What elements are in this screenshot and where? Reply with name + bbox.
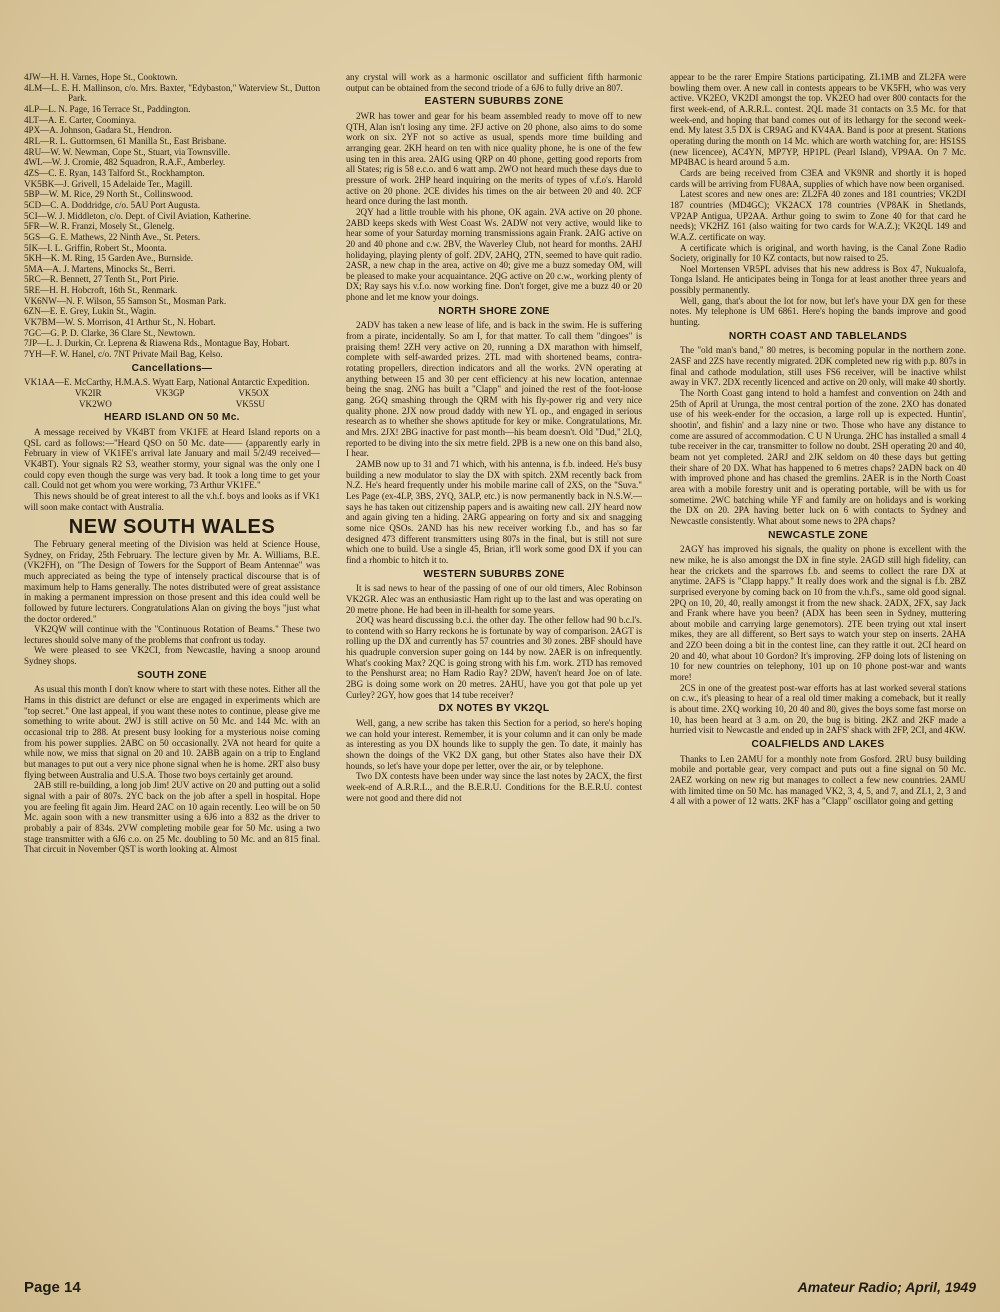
article-paragraph: Thanks to Len 2AMU for a monthly note from Gosford. 2RU busy building mobile and portable gear, very compact and puts out a fine signal on 50 Mc. 2AEZ working on new rig but manages to collect a few new countries. 2AMU with limited time on 50 Mc. has managed VK2, 3, 4, 5, and 7, and ZL1, 2, 3 and 4 all with a power of 12 watts. 2KF has a "Clapp" oscillator going and getting — [670, 753, 966, 807]
article-paragraph: Well, gang, that's about the lot for now, but let's have your DX gen for these notes. My telephone is UM 6861. Here's hoping the bands improve and good hunting. — [670, 295, 966, 328]
callsign-entry: 4RL—R. L. Guttormsen, 61 Manilla St., East Brisbane. — [24, 135, 227, 146]
callsign-entry: 5RC—R. Bennett, 27 Tenth St., Port Pirie. — [24, 274, 179, 285]
callsign-entry: 5IK—I. L. Griffin, Robert St., Moonta. — [24, 242, 167, 253]
callsign-entry: 4PX—A. Johnson, Gadara St., Hendron. — [24, 125, 172, 136]
callsign-entry: 5BP—W. M. Rice, 29 North St., Collinswood. — [24, 189, 193, 200]
article-paragraph: 2ADV has taken a new lease of life, and is back in the swim. He is suffering from a pirate, incidentally. So am I, for that matter. To call them "dingoes" is praising them! 2ZH very active on 20, running a DX marathon with himself, complete with self-awarded prizes. 2TL mad with shortened beams, contra-rotating propellers, direction indicators and all the works. 2VN operating at anything between 15 and 30 per cent efficiency at his new location, antennae being the snag. 2NG has built a "Clapp" and joined the rest of the foot-loose gang. 2GQ smashing through the QRM with his fly-power rig and very nice quality phone. 2JX now proud daddy with new YL op., and engaged in serious research as to whether she shows aptitude for key or mike. Congratulations, Mr. and Mrs. 2JX! 2BG inactive for past month—his beam doesn't. Old "Dud," 2LQ, reported to be diving into the six metre field. 2PB is a new one on this band also, I hear. — [346, 320, 642, 459]
callsign-entry: 4WL—W. J. Cromie, 482 Squadron, R.A.F., Amberley. — [24, 157, 226, 168]
callsign-entry: 7YH—F. W. Hanel, c/o. 7NT Private Mail Bag, Kelso. — [24, 349, 223, 360]
callsign-entry: 4ZS—C. E. Ryan, 143 Talford St., Rockhampton. — [24, 167, 205, 178]
nsw-section-heading: NEW SOUTH WALES — [68, 516, 276, 539]
article-paragraph: The February general meeting of the Division was held at Science House, Sydney, on Friday, 25th February. The lecture given by Mr. A. Williams, B.E. (VK2FH), on "The Design of Towers for the Support of Beam Antennae" was much appreciated as being the type of intensely practical discourse that is of maximum help to Hams generally. The notes distributed were of great assistance in making a permanent impression on those present and this idea could well be followed by future lecturers. Congratulations Alan on giving the boys "just what the doctor ordered." — [24, 538, 320, 624]
newcastle-zone-heading: NEWCASTLE ZONE — [768, 529, 868, 541]
callsign-entry: 4LP—L. N. Page, 16 Terrace St., Paddington. — [24, 103, 191, 114]
cancelled-callsign: VK5OX — [238, 388, 270, 399]
callsign-entry: VK7BM—W. S. Morrison, 41 Arthur St., N. Hobart. — [24, 317, 216, 328]
cancelled-callsign: VK2WO — [78, 398, 112, 409]
page-footer — [24, 1276, 976, 1298]
callsign-entry: 5MA—A. J. Martens, Minocks St., Berri. — [24, 263, 176, 274]
callsign-entry: 6ZN—E. E. Grey, Lukin St., Wagin. — [24, 306, 157, 317]
article-paragraph: This news should be of great interest to all the v.h.f. boys and looks as if VK1 will soon make contact with Australia. — [24, 490, 320, 512]
article-paragraph: As usual this month I don't know where to start with these notes. Either all the Hams in this district are defunct or else are engaged in experiments which are "top secret." One last appeal, if you want these notes to continue, please give me something to write about. 2WJ is still active on 50 Mc. and 144 Mc. with an occasional trip to 288. At present busy looking for a mysterious noise coming from his power supplies. 2ABC on 50 occasionally. 2VA not heard for quite a while now, we miss that signal on 20 and 10. 2ABB again on a trip to England but manages to put out a very nice phone signal when he is home. 2RT also busy flying between Australia and U.S.A. Those two boys certainly get around. — [24, 684, 320, 780]
callsign-entry: 5GS—G. E. Mathews, 22 Ninth Ave., St. Peters. — [24, 231, 201, 242]
north-coast-heading: NORTH COAST AND TABLELANDS — [728, 330, 908, 342]
cancellations-heading: Cancellations— — [131, 362, 213, 374]
article-paragraph: The "old man's band," 80 metres, is becoming popular in the northern zone. 2ASF and 2ZS have recently migrated. 2DK completed new rig with p.p. 807s in final and cathode modulation, still uses FS6 receiver, will be inactive whilst away in VK7. 2DX recently licenced and active on 20 only, will make 40 shortly. — [670, 345, 966, 388]
eastern-suburbs-heading: EASTERN SUBURBS ZONE — [424, 96, 564, 108]
article-paragraph: 2OQ was heard discussing b.c.i. the other day. The other fellow had 90 b.c.l's. to contend with so Harry reckons he is fortunate by way of comparison. 2AGT is rolling up the DX and currently has 57 countries and 30 zones. 2BF should have his quadruple conversion super going on 144 by now. 2AER is on infrequently. What's cooking Max? 2QC is going strong with his f.m. work. 2TD has removed to the Penshurst area; no Ham Radio Ray? 2DW, haven't heard Joe on of late. 2BG is doing some work on 20 metres. 2AHU, have you got that pole up yet Curley? 2GY, how goes that 14 tube receiver? — [346, 615, 642, 700]
callsign-entry: 5RE—H. H. Hobcroft, 16th St., Renmark. — [24, 285, 178, 296]
article-paragraph: It is sad news to hear of the passing of one of our old timers, Alec Robinson VK2GR. Alec was an enthusiastic Ham right up to the last and was operating on 20 metre phone. He had been in ill-health for some years. — [346, 583, 642, 615]
article-paragraph: 2WR has tower and gear for his beam assembled ready to move off to new QTH, Alan isn't losing any time. 2FJ active on 20 phone, also aims to do some work on six. 2YF not so active as usual, spends more time building and arranging gear. 2KH heard on ten with nice quality phone, he is one of the few using ten in this area. 2AIG using QRP on 40 phone, getting good reports from all States; rig is 58 e.c.o. and 6 watt amp. 2WO not heard much these days due to pressure of work. 2HP heard inquiring on the merits of types of v.f.o's. Harold active on 20 phone. 2CE divides his times on the air between 20 and 40. 2CF heard once during the last month. — [346, 110, 642, 207]
cancelled-callsign: VK5SU — [235, 398, 265, 409]
callsign-list — [24, 72, 320, 360]
article-paragraph: Latest scores and new ones are: ZL2FA 40 zones and 181 countries; VK2DI 187 countries (MD4GC); VK2ACX 178 countries (VP8AK in Shetlands, VP2AP Antigua, UP2AA. Arthur going to swim to Zone 40 for that card he needs); VK2HZ 161 (also waiting for two cards for W.A.Z.); VK2QL 149 and W.A.Z. certificate on way. — [670, 189, 966, 242]
article-paragraph: 2AGY has improved his signals, the quality on phone is excellent with the new mike, he is also amongst the DX in fine style. 2AGD still high fidelity, can hear the crickets and the sparrows f.b. and seems to collect the rare DX at anytime. 2AFS is "Clapp happy." It really does work and the signal is f.b. 2BZ surprised everyone by coming back on 10 from the v.h.f's., same old good signal. 2PQ on 10, 20, 40, really amongst it from the new shack. 2ADX, 2FX, say Jack and Frank where have you been? (ADX has been seen in Sydney, muttering about mobile and carrying large genemotors). 2TE been trying out xtal insert mikes, they are all different, so Bert says to watch your step on inserts. 2AHA and 2ZO been doing a bit in the contest line, can they rattle it out. 2CI heard on 20 and 40, what about 10 Gordon? It's improving. 2FP doing lots of listening on 10 for new countries on telephony, 101 up on 10 phone post-war and wants more! — [670, 544, 966, 683]
article-paragraph: A certificate which is original, and worth having, is the Canal Zone Radio Society, originally for 10 KZ contacts, but now raised to 25. — [670, 242, 966, 264]
callsign-entry: VK6NW—N. F. Wilson, 55 Samson St., Mosman Park. — [24, 295, 227, 306]
page-number: Page 14 — [24, 1278, 81, 1296]
callsign-entry: 4LM—L. E. H. Mallinson, c/o. Mrs. Baxter, "Edybaston," Waterview St., Dutton Park. — [24, 82, 320, 104]
callsign-entry: 4LT—A. E. Carter, Coominya. — [24, 114, 137, 125]
cancellations-row — [24, 399, 320, 410]
cancellations-row — [24, 388, 320, 399]
callsign-entry: 5CD—C. A. Doddridge, c/o. 5AU Port Augusta. — [24, 199, 201, 210]
article-paragraph: 2AMB now up to 31 and 71 which, with his antenna, is f.b. indeed. He's busy building a new modulator to slay the DX with spitch. 2XM recently back from N.Z. He's heard frequently under his mobile marine call of 2XS, on the "Suva." Les Page (ex-4LP, 3BS, 2YQ, 3ALP, etc.) is now permanently back in N.S.W.—says he has taken out citizenship papers and is awaiting new call. 2JY heard now and again giving ten a hiding. 2ARG appearing on forty and six and snagging some nice QSOs. 2AND has his new receiver working f.b., and has so far designed 473 different transmitters using 807s in the final, but is still not sure which one to build. Use a single 45, Brian, it'll work some good DX if you can find a rhombic to hitch it to. — [346, 458, 642, 565]
dx-notes-heading: DX NOTES BY VK2QL — [438, 703, 550, 715]
column-middle — [346, 72, 642, 1272]
callsign-entry: 4RU—W. W. Newman, Cope St., Stuart, via Townsville. — [24, 146, 230, 157]
callsign-entry: 5FR—W. R. Franzi, Mosely St., Glenelg. — [24, 221, 175, 232]
publication-info: Amateur Radio; April, 1949 — [797, 1279, 976, 1295]
article-paragraph: Well, gang, a new scribe has taken this Section for a period, so here's hoping we can hold your interest. Remember, it is your column and it can only be made as interesting as you DX hounds like to supply the gen. To date, it mainly has shown the doings of the VK2 DX gang, but other States also have their DX hounds, so let's have your dope per letter, over the air, or by telephone. — [346, 718, 642, 771]
article-paragraph: appear to be the rarer Empire Stations participating. ZL1MB and ZL2FA were bowling them over. A new call in contests appears to be VK5FH, who was very active. VK2EO, VK2DI amongst the top. VK2EO had over 800 contacts for the first week-end, of A.R.R.L. contest. 2QL made 31 contacts on 3.5 Mc. for that week-end, and hoping that band comes out of its lethargy for the second week-end. My latest 3.5 DX is CR9AG and KV4AA. Band is poor at present. Stations operating during the month on 14 Mc. which are worth watching for, are: HS1SS (new licencee), AC4YN, MP7YP, HP1PL (Pearl Island), VP9AA. On 7 Mc. MP4BAC is heard around 5 a.m. — [670, 72, 966, 168]
article-paragraph: 2QY had a little trouble with his phone, OK again. 2VA active on 20 phone. 2ABD keeps skeds with West Coast Ws. 2ADW not very active, would like to hear some of your Saturday morning transmissions again Frank. 2AIG active on 20 and 40 phone and c.w. 2BV, the Waverley Club, not heard for months. 2AHJ holidaying, playing plenty of golf. 2DV, 2AHQ, 2TN, seemed to have quit radio. 2ASR, a new chap in the area, active on 40; give me a buzz someday OM, will be pleased to make your acquaintance. 2QG active on 20 c.w., working plenty of DX; Ray says his v.f.o. now working fine. Don't forget, give me a buzz 40 or 20 phone and let me know your doings. — [346, 206, 642, 303]
article-paragraph: VK2QW will continue with the "Continuous Rotation of Beams." These two lectures should solve many of the problems that confront us today. — [24, 624, 320, 645]
callsign-entry: 5KH—K. M. Ring, 15 Garden Ave., Burnside. — [24, 253, 194, 264]
article-paragraph: 2AB still re-building, a long job Jim! 2UV active on 20 and putting out a solid signal with a pair of 807s. 2YC back on the job after a spell in hospital. Hope you are feeling fit again Jim. Heard 2AC on 10 again recently. Leo will be on 50 Mc. again soon with a new transmitter using a 6J6 into a 832 as the driver to probably a pair of 834s. 2VW completing mobile gear for 50 Mc. using a two stage transmitter with a 6J6 c.o. on 25 Mc. doubling to 50 Mc. and an 815 final. That circuit in November QST is worth looking at. Almost — [24, 780, 320, 855]
heard-island-heading: HEARD ISLAND ON 50 Mc. — [104, 412, 240, 424]
coalfields-heading: COALFIELDS AND LAKES — [751, 739, 885, 751]
article-paragraph: Noel Mortensen VR5PL advises that his new address is Box 47, Nukualofa, Tonga Island. He anticipates being in Tonga for at least another three years and possibly permanently. — [670, 263, 966, 296]
column-left — [24, 72, 320, 1272]
south-zone-heading: SOUTH ZONE — [137, 669, 207, 681]
callsign-entry: 4JW—H. H. Varnes, Hope St., Cooktown. — [24, 72, 178, 82]
article-paragraph: A message received by VK4BT from VK1FE at Heard Island reports on a QSL card as follows:—"Heard QSO on 50 Mc. date—— (apparently early in February in view of VK1FE's arrival late January and mail 5/2/49 received—VK4BT). Your signals R2 S3, weather stormy, your signal was the only one I could copy even though the surge was very bad. It took a long time to get your call. Could not get whom you were working, 73 Arthur VK1FE." — [24, 427, 320, 491]
north-shore-heading: NORTH SHORE ZONE — [438, 305, 550, 317]
western-suburbs-heading: WESTERN SUBURBS ZONE — [423, 568, 565, 580]
article-paragraph: Cards are being received from C3EA and VK9NR and shortly it is hoped cards will be arriving from FU8AA, supplies of which have now been organised. — [670, 167, 966, 189]
article-paragraph: 2CS in one of the greatest post-war efforts has at last worked several stations on c.w., it's pleasing to hear of a real old timer making a comeback, but it really is about time. 2XQ working 10, 20 40 and 80, gives the boys some fast morse on 10, has been heard at 3 a.m. on 20, the bug is biting. 2KZ and 2KF made a hurried visit to Newcastle and ended up in 2AFS' shack with 2FP, 2CI, and 4KW. — [670, 682, 966, 736]
callsign-entry: 7GC—G. P. D. Clarke, 36 Clare St., Newtown. — [24, 327, 196, 338]
callsign-entry: 7JP—L. J. Durkin, Cr. Leprena & Riawena Rds., Montague Bay, Hobart. — [24, 338, 290, 349]
callsign-entry: VK5BK—J. Grivell, 15 Adelaide Ter., Magill. — [24, 178, 193, 189]
cancelled-callsign: VK2IR — [74, 388, 102, 399]
article-paragraph: Two DX contests have been under way since the last notes by 2ACX, the first week-end of A.R.R.L., and the B.E.R.U. Conditions for the B.E.R.U. contest were not good and there did not — [346, 771, 642, 803]
article-paragraph: any crystal will work as a harmonic oscillator and sufficient fifth harmonic output can be obtained from the second triode of a 6J6 to fully drive an 807. — [346, 72, 642, 93]
article-paragraph: We were pleased to see VK2CI, from Newcastle, having a snoop around Sydney shops. — [24, 645, 320, 667]
column-right — [670, 72, 966, 1272]
cancelled-callsign: VK3GP — [155, 388, 185, 399]
article-paragraph: The North Coast gang intend to hold a hamfest and convention on 24th and 25th of April at Urunga, the most central portion of the zone. 2XO has donated use of his week-ender for the occasion, a large roll up is expected. Huntin', shootin', and fishin' and a lazy nine or two. Those who have any distance to come are assured of accommodation. C U N Urunga. 2HC has installed a small 4 tube receiver in the car, transmitter to follow no doubt. 2SH operating 20 and 40, beam not yet completed. 2ARJ and 2JK seldom on 40 these days but getting their share of 20 DX. What has happened to 6 metres chaps? 2ADN back on 40 with improved phone and has chased the gremlins. 2AER is in the North Coast area with a mobile forestry unit and is operating portable, will be with us for sometime. 2WC batching while YF and family are on holidays and is working the DX on 20. 2PA having better luck on 6 with contacts to Sydney and Newcastle consistently. What about some news to 2PA chaps? — [670, 388, 966, 526]
callsign-entry: 5CI—W. J. Middleton, c/o. Dept. of Civil Aviation, Katherine. — [24, 210, 252, 221]
cancellation-entry: VK1AA—E. McCarthy, H.M.A.S. Wyatt Earp, National Antarctic Expedition. — [24, 377, 310, 388]
